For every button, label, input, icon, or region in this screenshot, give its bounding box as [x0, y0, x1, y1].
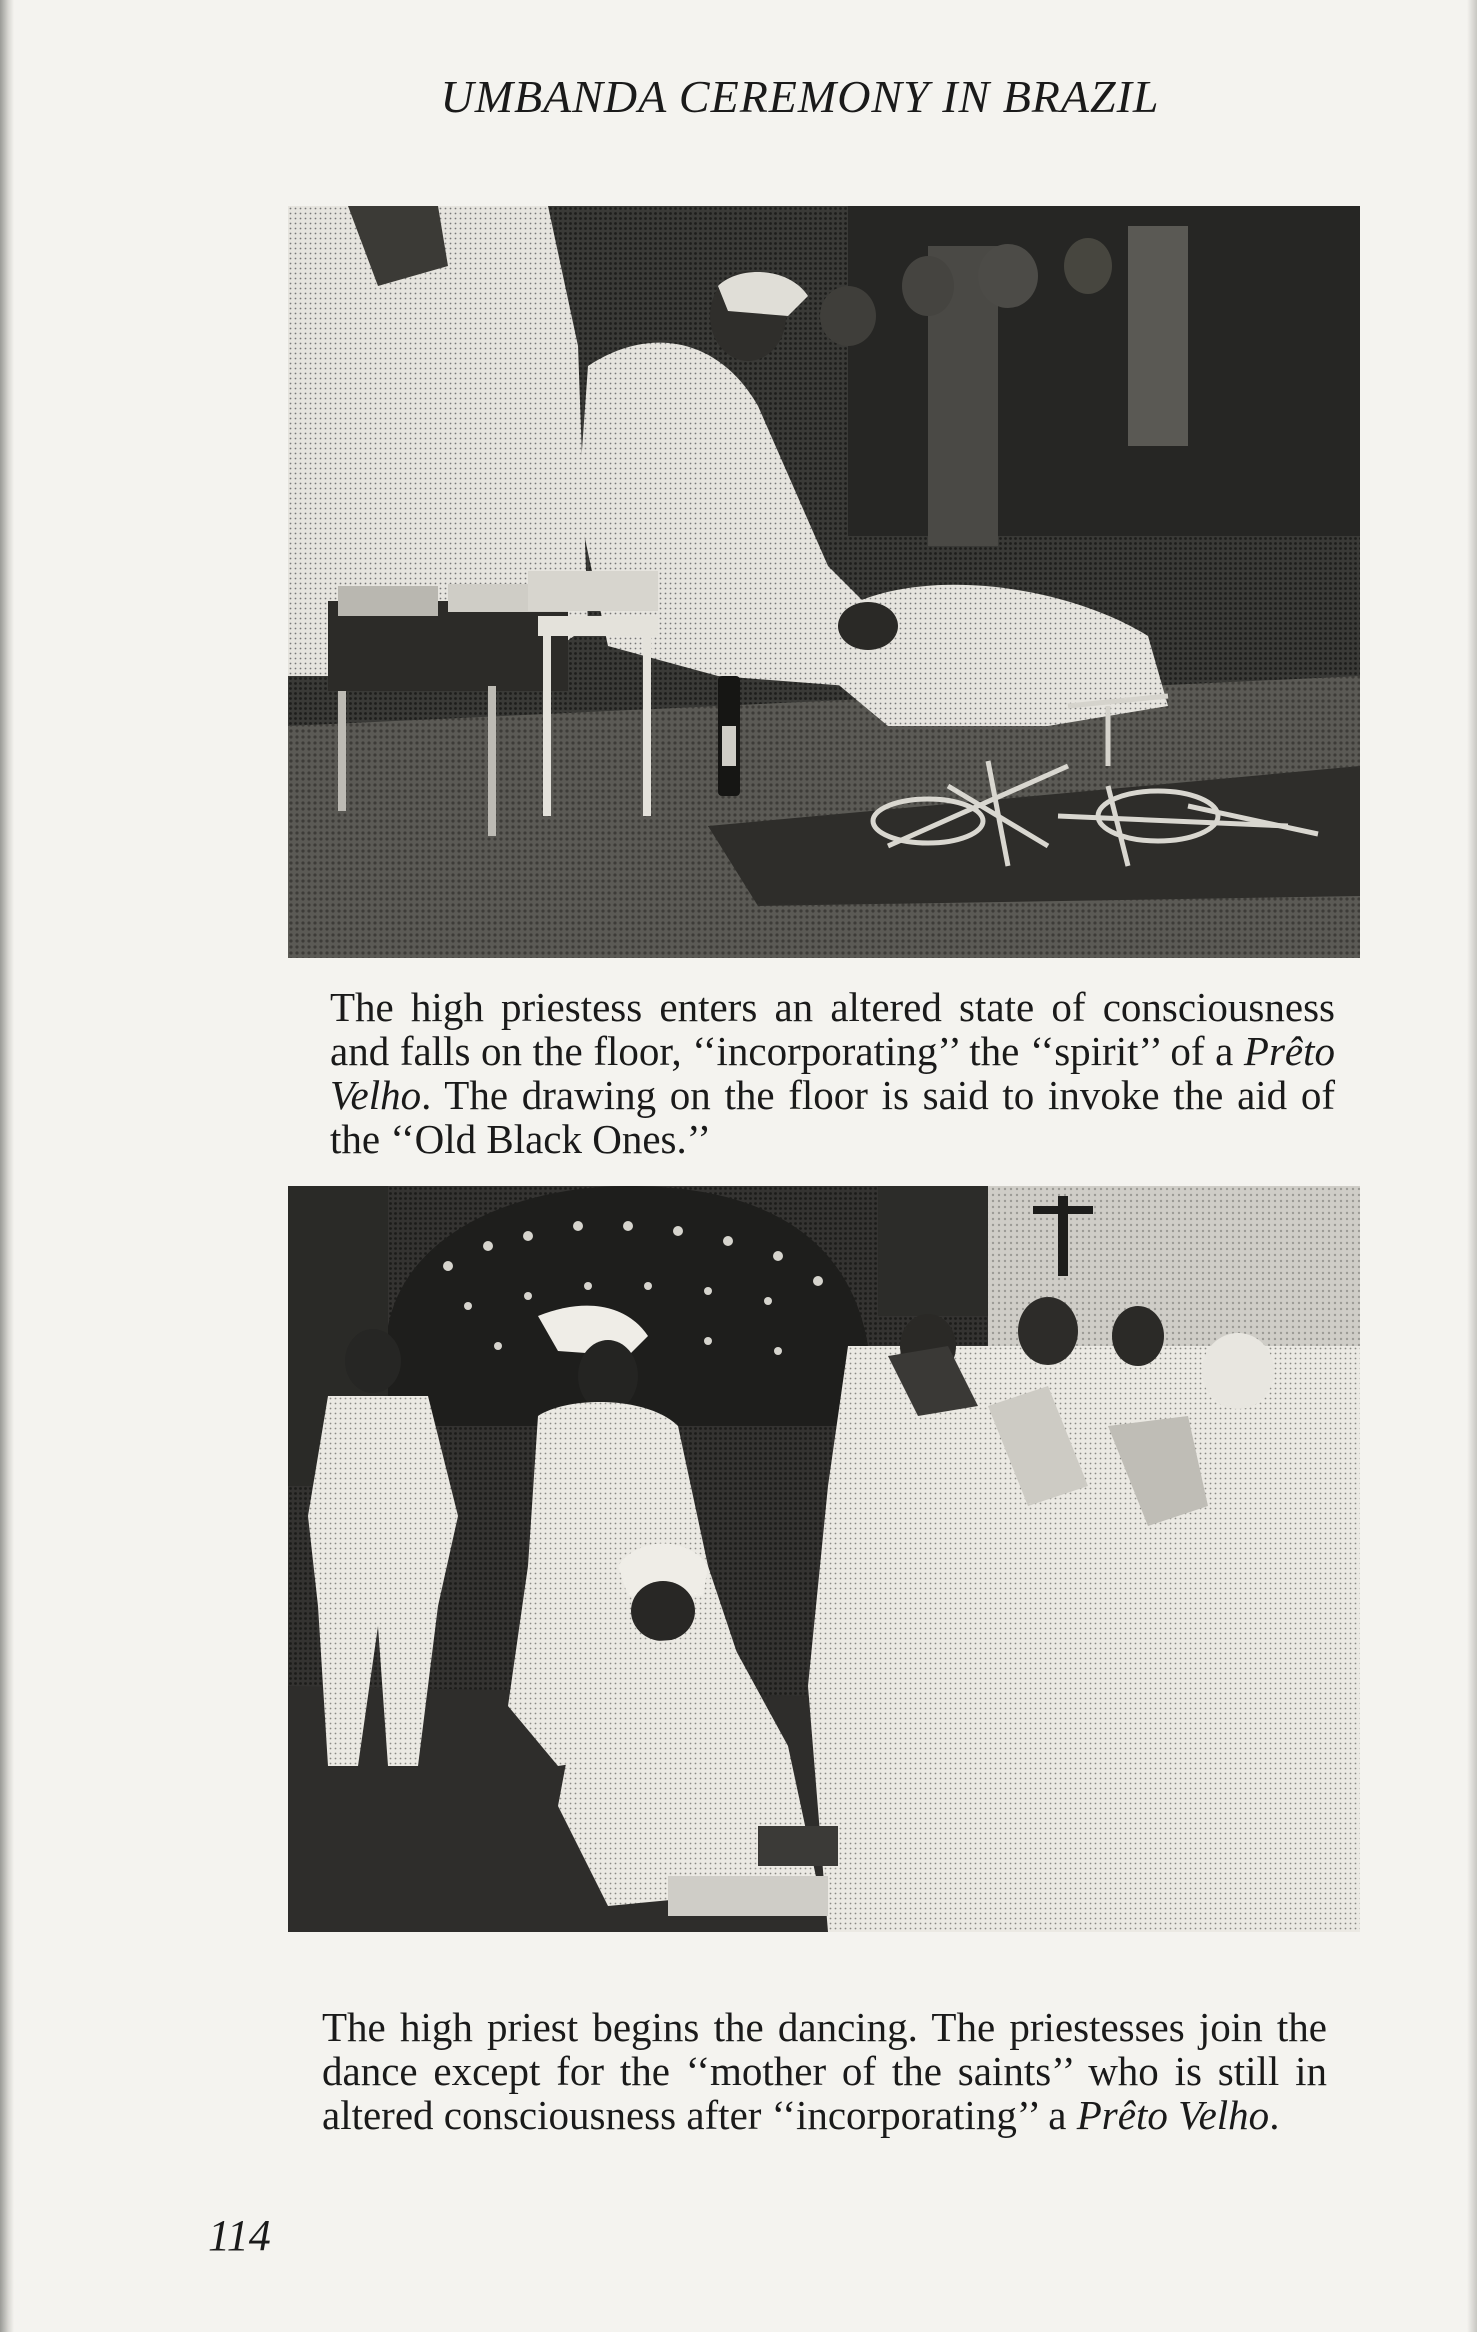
caption-text: . — [1269, 2092, 1280, 2138]
photo-priestess-on-floor — [288, 206, 1360, 958]
photo-caption-top — [330, 985, 1335, 1161]
caption-text: The high priestess enters an altered state of consciousness and falls on the floor, ‘‘incorporating’’ the ‘‘spirit’’ of a — [330, 984, 1335, 1074]
caption-italic-term: Prêto Velho — [1076, 2092, 1270, 2138]
running-head: UMBANDA CEREMONY IN BRAZIL — [440, 71, 1160, 122]
caption-italic-term: Prêto Velho — [330, 1028, 1335, 1118]
page-edge-shadow — [0, 0, 14, 2332]
caption-text: . The drawing on the floor is said to invoke the aid of the ‘‘Old Black Ones.’’ — [330, 1072, 1335, 1162]
photo-caption-bottom — [322, 2005, 1327, 2137]
photo-dancing-ceremony — [288, 1186, 1360, 1932]
caption-text: The high priest begins the dancing. The priestesses join the dance except for the ‘‘mother of the saints’’ who is still in altered consciousness after ‘‘incorporating’’ a — [322, 2004, 1327, 2138]
page-number: 114 — [208, 2211, 271, 2260]
page-edge-shadow-right — [1467, 0, 1477, 2332]
